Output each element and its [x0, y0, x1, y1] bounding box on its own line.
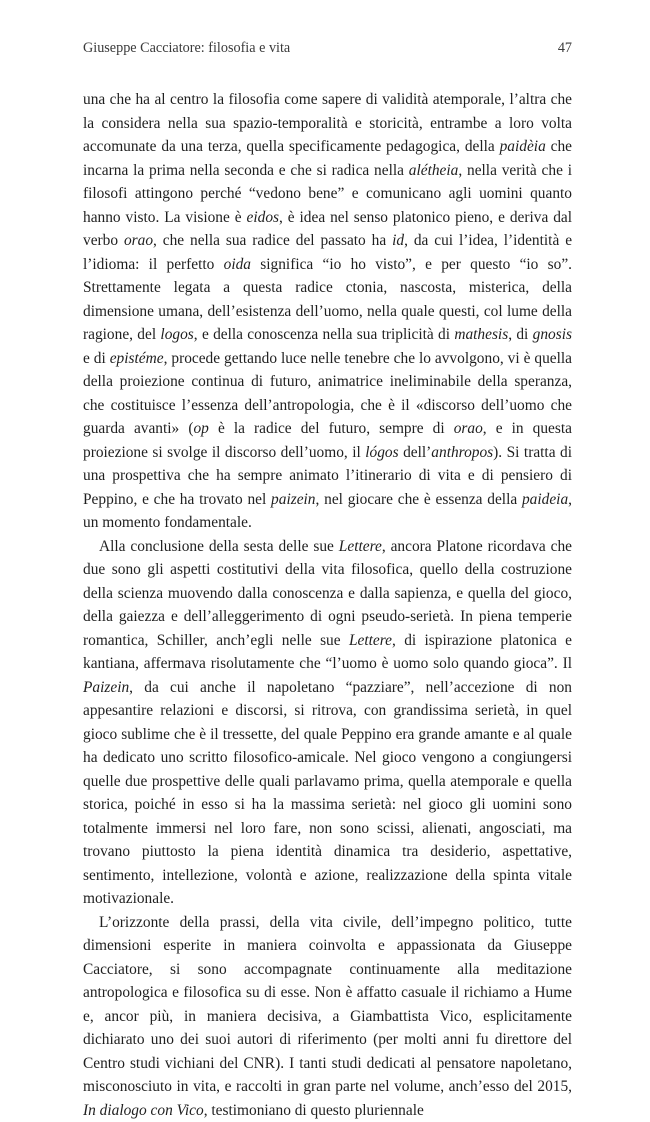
text-run: significa “io ho visto”, e per questo “io so”. Strettamente legata a questa radice ctonia, nascosta, misterica, della dimensione umana, dell’esistenza dell’uomo, nella quale questi, col lume della ragione, del: [83, 256, 572, 344]
italic-term: orao: [454, 420, 483, 437]
text-run: Alla conclusione della sesta delle sue: [99, 538, 339, 555]
text-run: , che nella sua radice del passato ha: [153, 232, 392, 249]
italic-term: Lettere: [339, 538, 382, 555]
italic-term: oida: [224, 256, 251, 273]
text-run: dell’: [399, 444, 432, 461]
italic-term: id: [392, 232, 404, 249]
italic-term: op: [193, 420, 208, 437]
text-run: , nella verità che i filosofi attingono perché “vedono bene” e comunicano agli uomini quanto hanno visto. La visione è: [83, 162, 572, 226]
italic-term: orao: [124, 232, 153, 249]
italic-term: paizein: [271, 491, 315, 508]
italic-term: In dialogo con Vico: [83, 1102, 204, 1119]
paragraph: [83, 911, 572, 1122]
italic-term: eidos: [247, 209, 280, 226]
italic-term: paideia: [522, 491, 568, 508]
text-run: L’orizzonte della prassi, della vita civile, dell’impegno politico, tutte dimensioni esperite in maniera coinvolta e appassionata da Giuseppe Cacciatore, si sono accompagnate continuamente alla meditazione antropologica e filosofica su di esse. Non è affatto casuale il richiamo a Hume e, ancor più, in maniera decisiva, a Giambattista Vico, esplicitamente dichiarato uno dei suoi autori di riferimento (per molti anni fu direttore del Centro studi vichiani del CNR). I tanti studi dedicati al pensatore napoletano, misconosciuto in vita, e raccolti in gran parte nel volume, anch’esso del 2015,: [83, 914, 572, 1096]
text-run: , da cui anche il napoletano “pazziare”, nell’accezione di non appesantire relazioni e discorsi, si ritrova, con grandissima serietà, in quel gioco sublime che è il tressette, del quale Peppino era grande amante e al quale ha dedicato uno scritto filosofico-amicale. Nel gioco vengono a congiungersi quelle due prospettive delle quali parlavamo prima, quella atemporale e quella storica, poiché in esso si ha la massima serietà: nel gioco gli uomini sono totalmente immersi nel loro fare, non sono scissi, alienati, angosciati, ma trovano piuttosto la piena identità dinamica tra desiderio, aspettative, sentimento, intellezione, volontà e azione, realizzazione della spinta vitale motivazionale.: [83, 679, 572, 908]
body-text: [83, 88, 572, 1122]
italic-term: paidèia: [500, 138, 546, 155]
italic-term: alétheia: [409, 162, 459, 179]
running-head: [83, 40, 572, 57]
italic-term: Lettere: [349, 632, 392, 649]
italic-term: Paizein: [83, 679, 129, 696]
text-run: , e della conoscenza nella sua triplicità di: [194, 326, 455, 343]
italic-term: anthropos: [431, 444, 493, 461]
text-run: , è idea nel senso platonico pieno, e deriva dal verbo: [83, 209, 572, 250]
text-run: , di: [508, 326, 532, 343]
text-run: , testimoniano di questo pluriennale: [204, 1102, 424, 1119]
italic-term: epistéme: [110, 350, 164, 367]
text-run: e di: [83, 350, 110, 367]
text-run: , nel giocare che è essenza della: [316, 491, 522, 508]
text-run: ). Si tratta di una prospettiva che ha sempre animato l’itinerario di vita e di pensiero di Peppino, e che ha trovato nel: [83, 444, 572, 508]
paragraph: [83, 535, 572, 911]
paragraph: [83, 88, 572, 535]
italic-term: mathesis: [454, 326, 508, 343]
italic-term: logos: [160, 326, 193, 343]
page-number: 47: [558, 40, 572, 57]
text-run: , un momento fondamentale.: [83, 491, 572, 532]
italic-term: gnosis: [533, 326, 572, 343]
text-run: , da cui l’idea, l’identità e l’idioma: il perfetto: [83, 232, 572, 273]
text-run: , e in questa proiezione si svolge il discorso dell’uomo, il: [83, 420, 572, 461]
running-title: Giuseppe Cacciatore: filosofia e vita: [83, 40, 290, 57]
text-run: , procede gettando luce nelle tenebre che lo avvolgono, vi è quella della proiezione continua di futuro, animatrice ineliminabile della speranza, che costituisce l’essenza dell’antropologia, che è il «discorso dell’uomo che guarda avanti» (: [83, 350, 572, 438]
text-run: , ancora Platone ricordava che due sono gli aspetti costitutivi della vita filosofica, quello della costruzione della scienza muovendo dalla conoscenza e dalla sapienza, e quella del gioco, della gaiezza e dell’alleggerimento di ogni pseudo-serietà. In piena temperie romantica, Schiller, anch’egli nelle sue: [83, 538, 572, 649]
text-run: che incarna la prima nella seconda e che si radica nella: [83, 138, 572, 179]
text-run: è la radice del futuro, sempre di: [209, 420, 454, 437]
text-run: una che ha al centro la filosofia come sapere di validità atemporale, l’altra che la considera nella sua spazio-temporalità e storicità, entrambe a loro volta accomunate da una terza, quella specificamente pedagogica, della: [83, 91, 572, 155]
text-run: , di ispirazione platonica e kantiana, affermava risolutamente che “l’uomo è uomo solo quando gioca”. Il: [83, 632, 572, 673]
italic-term: lógos: [365, 444, 398, 461]
